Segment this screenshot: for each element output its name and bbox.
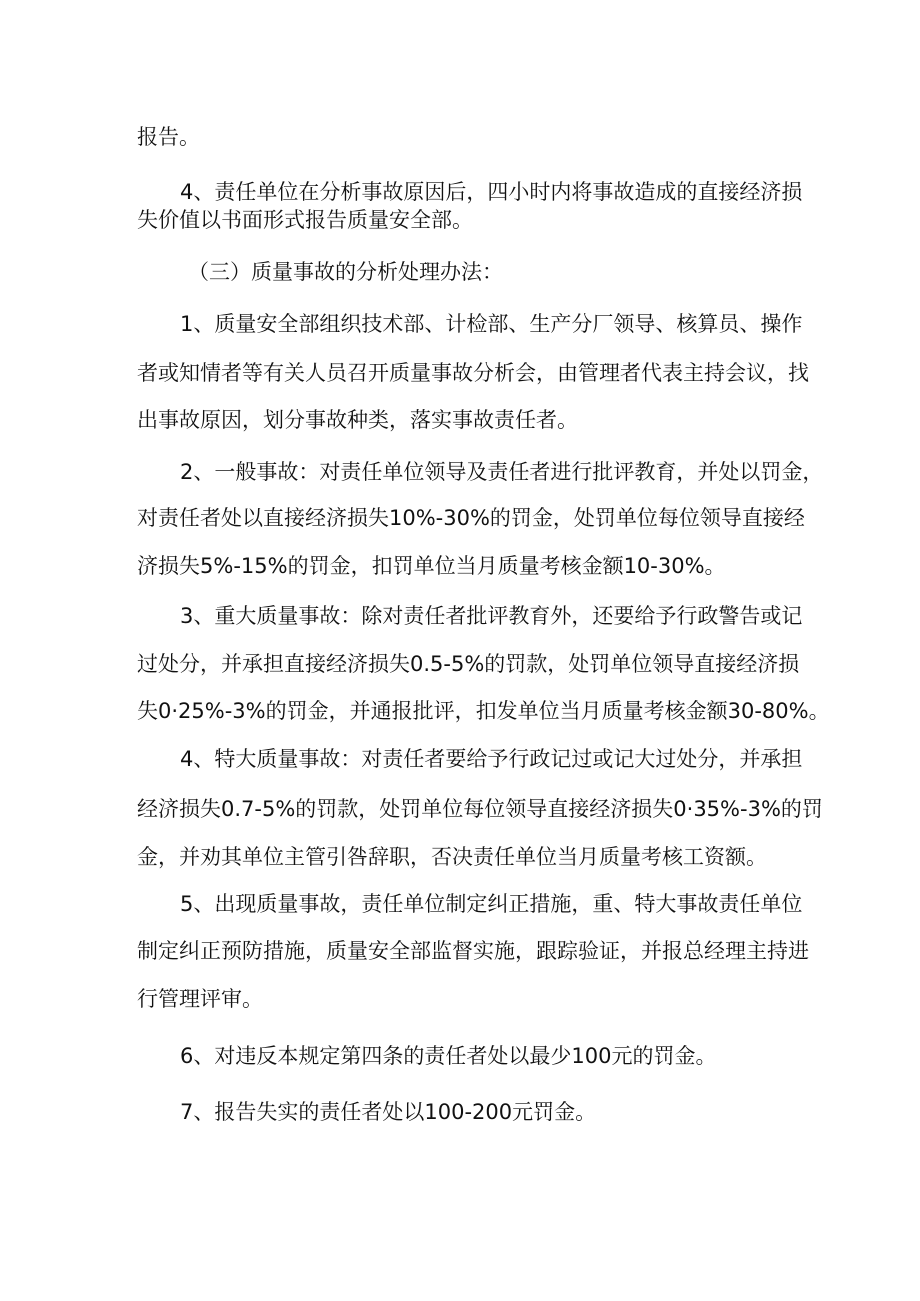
text-line: 济损失5%-15%的罚金，扣罚单位当月质量考核金额10-30%。: [137, 554, 726, 578]
text-line: 6、对违反本规定第四条的责任者处以最少100元的罚金。: [180, 1044, 717, 1068]
text-line: 3、重大质量事故：除对责任者批评教育外，还要给予行政警告或记: [180, 604, 803, 628]
text-line: 制定纠正预防措施，质量安全部监督实施，跟踪验证，并报总经理主持进: [137, 939, 809, 963]
text-line: 4、责任单位在分析事故原因后，四小时内将事故造成的直接经济损: [180, 180, 803, 204]
text-line: 7、报告失实的责任者处以100-200元罚金。: [180, 1100, 597, 1124]
text-line: 金，并劝其单位主管引咎辞职，否决责任单位当月质量考核工资额。: [137, 845, 767, 869]
text-line: 5、出现质量事故，责任单位制定纠正措施，重、特大事故责任单位: [180, 892, 803, 916]
text-line: 出事故原因，划分事故种类，落实事故责任者。: [137, 408, 578, 432]
text-line: 报告。: [137, 125, 200, 149]
text-line: 4、特大质量事故：对责任者要给予行政记过或记大过处分，并承担: [180, 747, 803, 771]
section-heading: （三）质量事故的分析处理办法：: [188, 260, 503, 284]
text-line: 失价值以书面形式报告质量安全部。: [137, 208, 473, 232]
text-line: 过处分，并承担直接经济损失0.5-5%的罚款，处罚单位领导直接经济损: [137, 652, 800, 676]
text-line: 对责任者处以直接经济损失10%-30%的罚金，处罚单位每位领导直接经: [137, 506, 805, 530]
text-line: 行管理评审。: [137, 987, 263, 1011]
text-line: 经济损失0.7-5%的罚款，处罚单位每位领导直接经济损失0·35%-3%的罚: [137, 797, 823, 821]
text-line: 者或知情者等有关人员召开质量事故分析会，由管理者代表主持会议，找: [137, 361, 809, 385]
text-line: 2、一般事故：对责任单位领导及责任者进行批评教育，并处以罚金，: [180, 460, 824, 484]
text-line: 失0·25%-3%的罚金，并通报批评，扣发单位当月质量考核金额30-80%。: [137, 699, 830, 723]
text-line: 1、质量安全部组织技术部、计检部、生产分厂领导、核算员、操作: [180, 312, 803, 336]
